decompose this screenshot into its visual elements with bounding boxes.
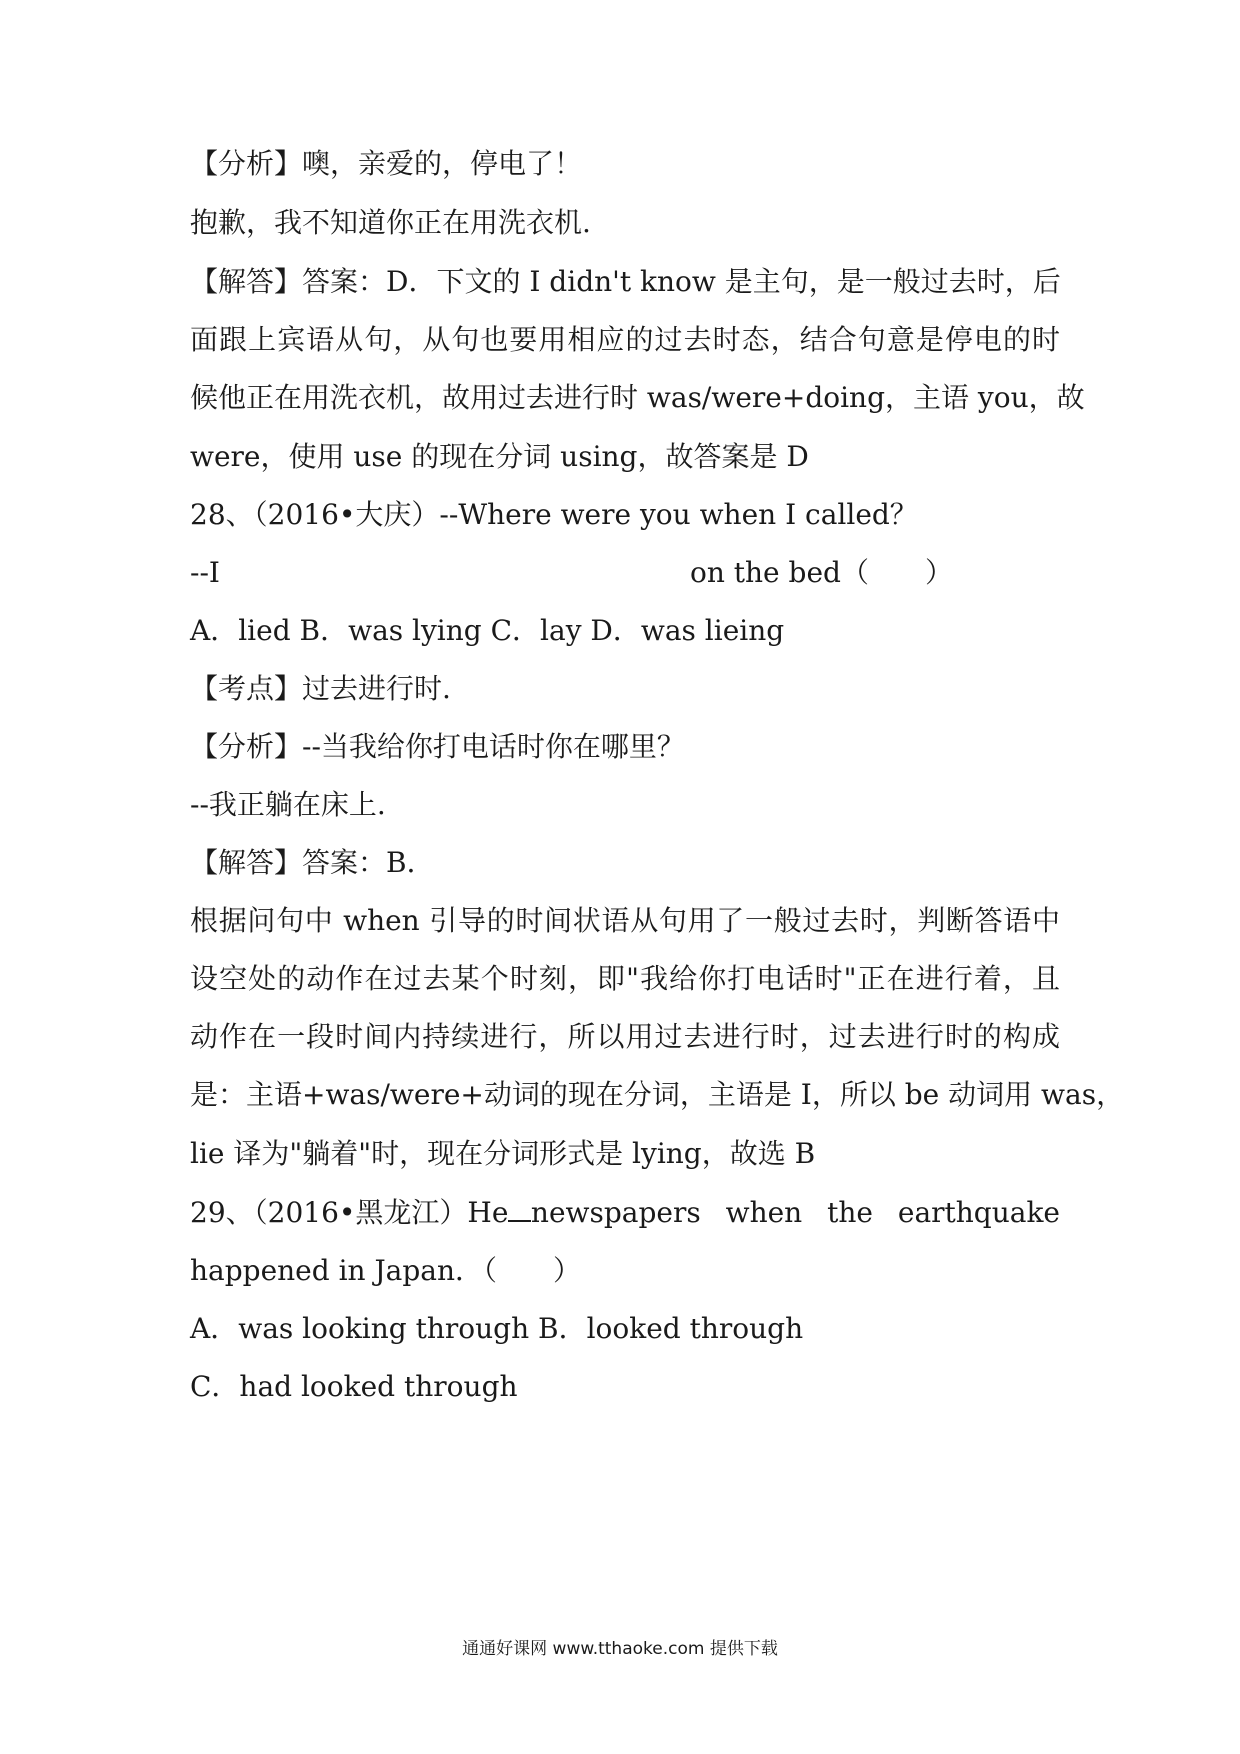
explanation-28-line-1: 根据问句中 when 引导的时间状语从句用了一般过去时，判断答语中 (190, 904, 1060, 937)
explanation-28-line-5: lie 译为"躺着"时，现在分词形式是 lying，故选 B (190, 1137, 816, 1170)
answer-line-1: 【解答】答案：D．下文的 I didn't know 是主句，是一般过去时，后 (190, 265, 1061, 298)
explanation-28-line-2: 设空处的动作在过去某个时刻，即"我给你打电话时"正在进行着，且 (190, 962, 1060, 995)
question-29-end: newspapers when the earthquake (530, 1196, 1060, 1229)
question-29-stem (190, 1193, 1060, 1233)
answer-line-3: 候他正在用洗衣机，故用过去进行时 was/were+doing，主语 you，故 (190, 381, 1085, 414)
answer-line-2: 面跟上宾语从句，从句也要用相应的过去时态，结合句意是停电的时 (190, 323, 1060, 356)
kaodian-line: 【考点】过去进行时. (190, 672, 451, 705)
question-29-options-1: A．was looking through B．looked through (190, 1312, 804, 1345)
analysis-line-1: 【分析】噢，亲爱的，停电了！ (190, 147, 583, 180)
answer-28-line: 【解答】答案：B． (190, 846, 435, 879)
analysis-28-line-1: 【分析】--当我给你打电话时你在哪里？ (190, 730, 685, 763)
page-footer: 通通好课网 www.tthaoke.com 提供下载 (462, 1639, 778, 1659)
question-28-response-end: on the bed（ ） (689, 556, 953, 589)
question-28-options: A．lied B．was lying C．lay D．was lieing (190, 614, 785, 647)
question-28-response (190, 553, 1060, 593)
question-29-blank (508, 1196, 531, 1222)
explanation-28-line-3: 动作在一段时间内持续进行，所以用过去进行时，过去进行时的构成 (190, 1020, 1060, 1053)
answer-line-4: were，使用 use 的现在分词 using，故答案是 D (190, 440, 809, 473)
analysis-line-2: 抱歉，我不知道你正在用洗衣机. (190, 206, 591, 239)
explanation-28-line-4: 是：主语+was/were+动词的现在分词，主语是 I，所以 be 动词用 was， (190, 1078, 1125, 1111)
question-28-response-start: --I (190, 556, 220, 589)
question-29-options-2: C．had looked through (190, 1370, 518, 1403)
question-28-stem: 28、（2016•大庆）--Where were you when I called？ (190, 498, 918, 531)
analysis-28-line-2: --我正躺在床上. (190, 788, 386, 821)
question-29-stem-2: happened in Japan．（ ） (190, 1254, 582, 1287)
question-29-start: 29、（2016•黑龙江）He (190, 1196, 509, 1229)
